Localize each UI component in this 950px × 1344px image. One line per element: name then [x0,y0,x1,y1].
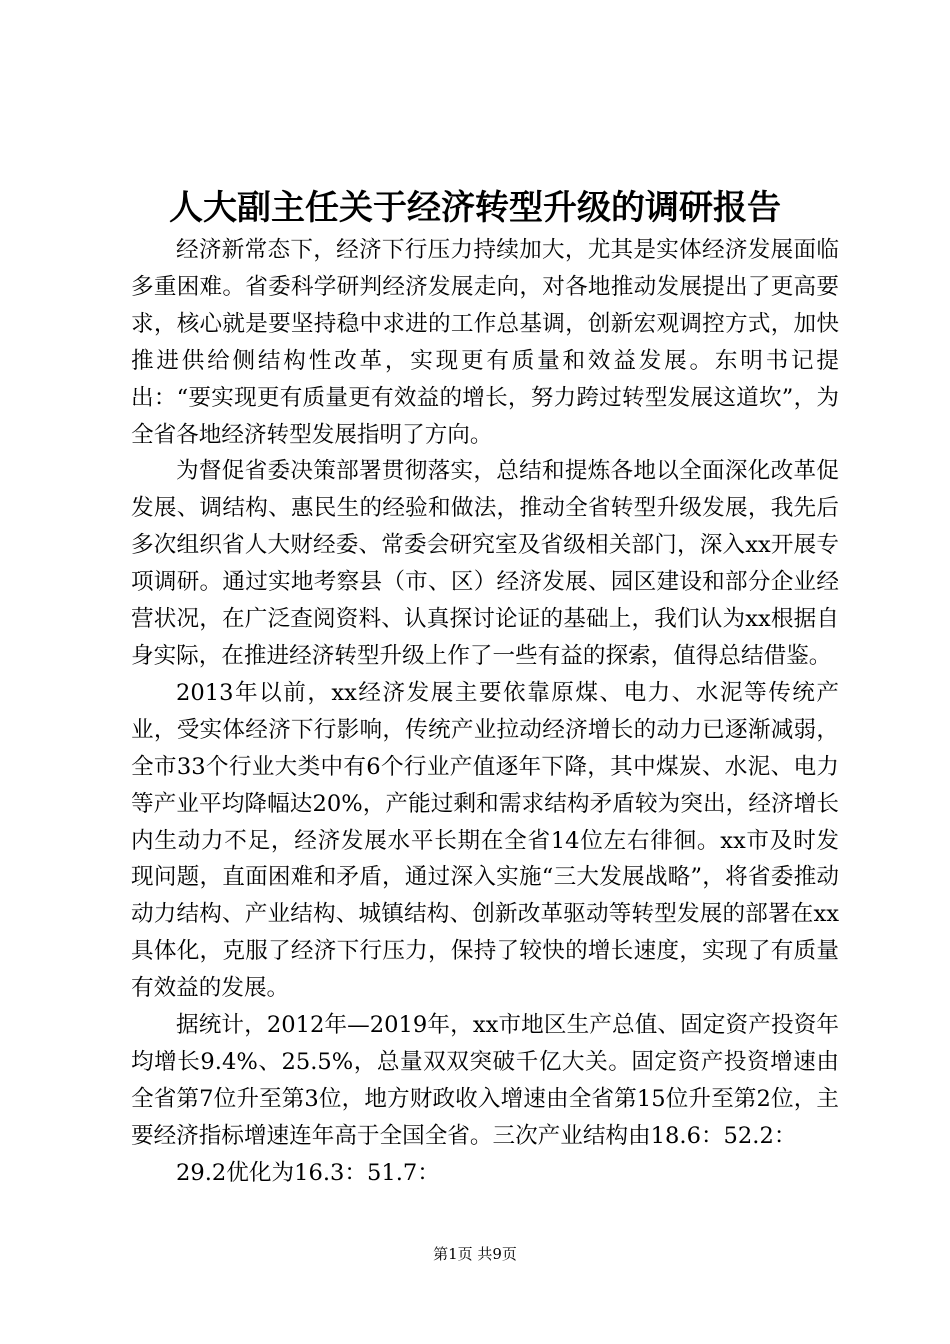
paragraph-1: 经济新常态下，经济下行压力持续加大，尤其是实体经济发展面临多重困难。省委科学研判经济发展走向，对各地推动发展提出了更高要求，核心就是要坚持稳中求进的工作总基调，创新宏观调控方式，加快推进供给侧结构性改革，实现更有质量和效益发展。东明书记提出：“要实现更有质量更有效益的增长，努力跨过转型发展这道坎”，为全省各地经济转型发展指明了方向。 [131,237,839,448]
page-number-footer: 第1页 共9页 [433,1245,517,1263]
paragraph-3: 2013年以前，xx经济发展主要依靠原煤、电力、水泥等传统产业，受实体经济下行影响，传统产业拉动经济增长的动力已逐渐减弱，全市33个行业大类中有6个行业产值逐年下降，其中煤炭、水泥、电力等产业平均降幅达20%，产能过剩和需求结构矛盾较为突出，经济增长内生动力不足，经济发展水平长期在全省14位左右徘徊。xx市及时发现问题，直面困难和矛盾，通过深入实施“三大发展战略”，将省委推动动力结构、产业结构、城镇结构、创新改革驱动等转型发展的部署在xx具体化，克服了经济下行压力，保持了较快的增长速度，实现了有质量有效益的发展。 [131,679,839,1002]
paragraph-5: 29.2优化为16.3：51.7： [176,1159,440,1186]
paragraph-2: 为督促省委决策部署贯彻落实，总结和提炼各地以全面深化改革促发展、调结构、惠民生的经验和做法，推动全省转型升级发展，我先后多次组织省人大财经委、常委会研究室及省级相关部门，深入xx开展专项调研。通过实地考察县（市、区）经济发展、园区建设和部分企业经营状况，在广泛查阅资料、认真探讨论证的基础上，我们认为xx根据自身实际，在推进经济转型升级上作了一些有益的探索，值得总结借鉴。 [131,458,839,669]
document-body [131,232,839,1192]
document-title: 人大副主任关于经济转型升级的调研报告 [169,188,781,228]
paragraph-4: 据统计，2012年—2019年，xx市地区生产总值、固定资产投资年均增长9.4%、25.5%，总量双双突破千亿大关。固定资产投资增速由全省第7位升至第3位，地方财政收入增速由全省第15位升至第2位，主要经济指标增速连年高于全国全省。三次产业结构由18.6：52.2： [131,1012,839,1149]
